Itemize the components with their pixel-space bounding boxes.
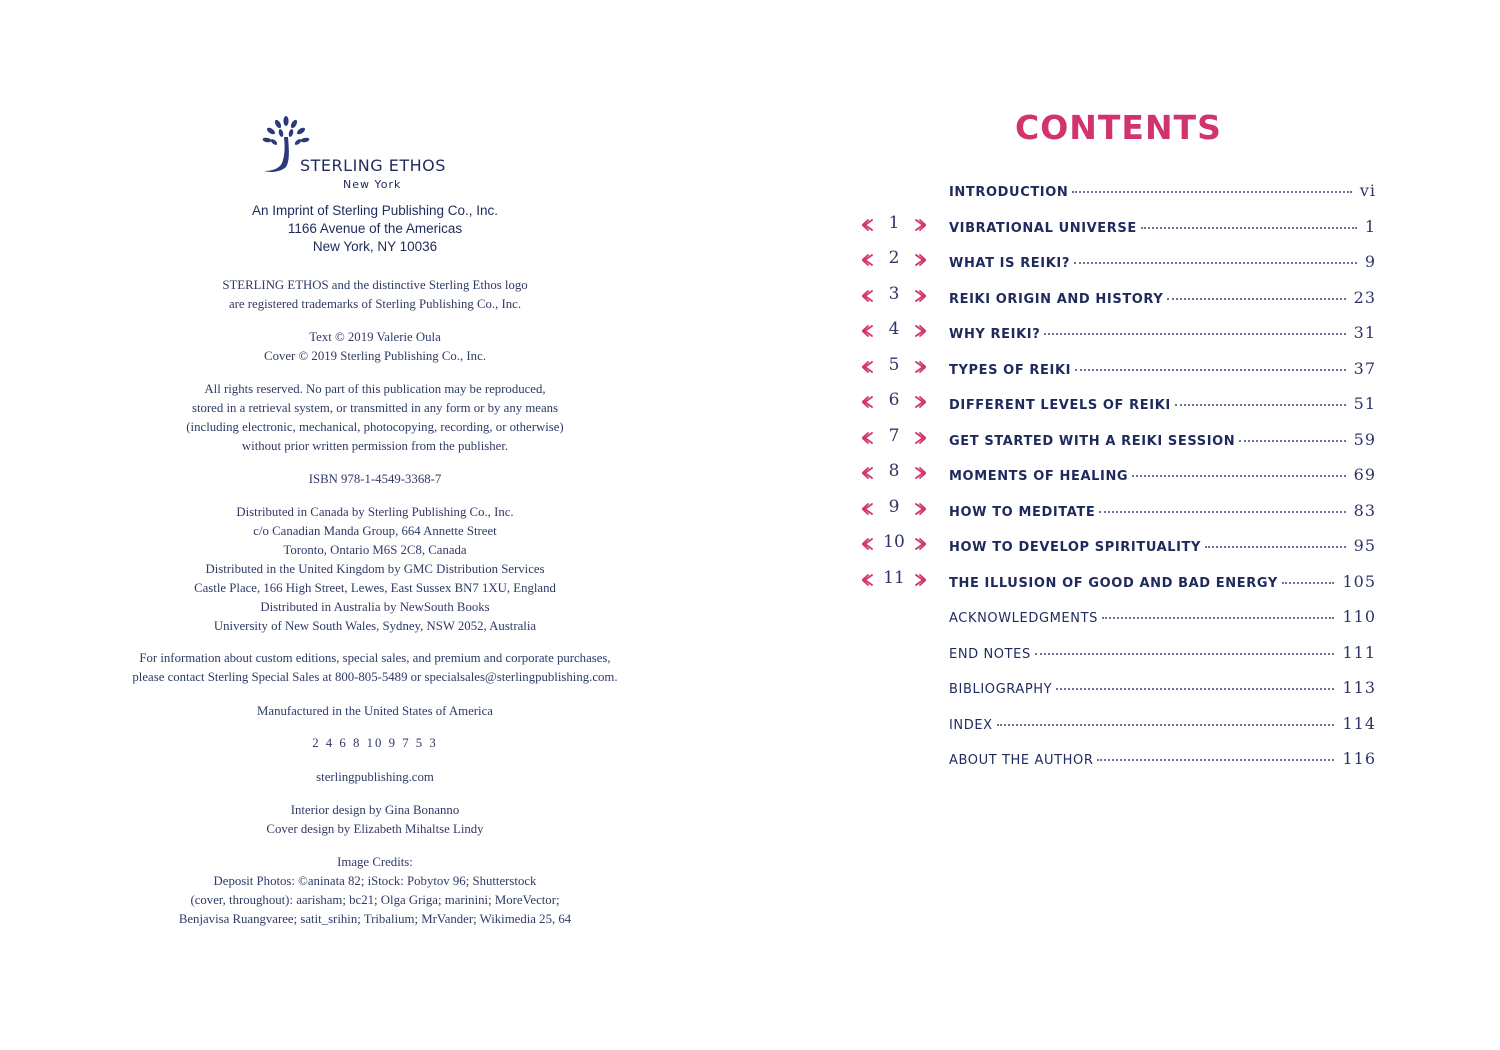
copyright-line: Text © 2019 Valerie Oula: [309, 330, 441, 344]
dot-leader: [1141, 227, 1357, 229]
arrow-right-icon: [914, 574, 926, 586]
toc-entry-title: REIKI ORIGIN AND HISTORY: [949, 291, 1164, 307]
toc-entry-title: MOMENTS OF HEALING: [949, 469, 1129, 484]
design-credits: [100, 801, 650, 839]
credits-line: (cover, throughout): aarisham; bc21; Olga Griga; marinini; MoreVector;: [190, 893, 560, 907]
toc-entry-page: 23: [1353, 287, 1376, 307]
rights-line: stored in a retrieval system, or transmitted in any form or by any means: [191, 401, 559, 415]
toc-entry-title: HOW TO MEDITATE: [949, 504, 1096, 520]
chapter-marker: [862, 250, 932, 274]
rights-line: (including electronic, mechanical, photocopying, recording, or otherwise): [186, 420, 564, 434]
chapter-marker: [862, 392, 932, 416]
toc-entry-title: WHAT IS REIKI?: [949, 256, 1070, 271]
toc-entry-line: [949, 643, 1376, 662]
toc-entry-title: INTRODUCTION: [949, 185, 1069, 200]
toc-entry-line: [949, 714, 1376, 733]
arrow-right-icon: [914, 254, 926, 266]
distribution-line: c/o Canadian Manda Group, 664 Annette Street: [253, 524, 497, 538]
chapter-number: 10: [883, 532, 905, 552]
imprint-line: An Imprint of Sterling Publishing Co., Inc.: [251, 203, 499, 218]
toc-entry-title: INDEX: [949, 717, 993, 733]
arrow-left-icon: [862, 503, 874, 515]
dot-leader: [1167, 298, 1345, 300]
toc-entry-line: [949, 323, 1376, 342]
rights-line: All rights reserved. No part of this publication may be reproduced,: [204, 382, 546, 396]
dot-leader: [1132, 475, 1345, 477]
manufactured-notice: [100, 702, 650, 721]
website-text: sterlingpublishing.com: [316, 770, 434, 784]
distribution-line: Distributed in Australia by NewSouth Books: [260, 600, 490, 614]
arrow-right-icon: [914, 538, 926, 550]
toc-entry-title: VIBRATIONAL UNIVERSE: [949, 220, 1137, 236]
toc-entry-line: [949, 678, 1376, 697]
arrow-right-icon: [914, 467, 926, 479]
chapter-marker: [862, 534, 932, 558]
dot-leader: [1205, 546, 1346, 548]
brand-city: New York: [343, 178, 402, 191]
distribution-line: Distributed in Canada by Sterling Publishing Co., Inc.: [236, 505, 514, 519]
toc-entry-page: 51: [1353, 394, 1376, 413]
manufactured-text: Manufactured in the United States of America: [257, 704, 493, 718]
toc-entry-page: 31: [1353, 323, 1376, 342]
trademark-line: STERLING ETHOS and the distinctive Sterling Ethos logo: [222, 278, 528, 292]
toc-entry-page: 114: [1342, 713, 1376, 733]
toc-entry-page: 83: [1353, 500, 1376, 520]
chapter-number: 7: [888, 425, 900, 446]
toc-entry: [862, 246, 1382, 282]
credits-line: Benjavisa Ruangvaree; satit_srihin; Tribalium; MrVander; Wikimedia 25, 64: [178, 912, 572, 926]
arrow-left-icon: [862, 325, 874, 337]
trademark-notice: [100, 276, 650, 314]
arrow-left-icon: [862, 574, 874, 586]
toc-entry: [862, 495, 1382, 531]
arrow-right-icon: [914, 290, 926, 302]
toc-entry-title: GET STARTED WITH A REIKI SESSION: [949, 433, 1236, 449]
arrow-left-icon: [862, 467, 874, 479]
distribution-line: Distributed in the United Kingdom by GMC Distribution Services: [205, 562, 545, 576]
chapter-marker: [862, 496, 932, 523]
dot-leader: [997, 724, 1335, 726]
toc-entry-page: 37: [1353, 358, 1376, 378]
toc-entry-line: [949, 217, 1376, 236]
toc-entry: [862, 637, 1382, 673]
toc-entry: [862, 317, 1382, 353]
toc-entry-line: [949, 465, 1376, 484]
toc-entry: [862, 388, 1382, 424]
dot-leader: [1075, 369, 1346, 371]
publisher-logo: [260, 115, 490, 195]
sales-line: For information about custom editions, special sales, and premium and corporate purchases,: [139, 651, 611, 665]
toc-entry-page: vi: [1359, 181, 1376, 200]
chapter-marker: [862, 321, 932, 345]
chapter-number: 4: [888, 319, 900, 339]
chapter-marker: [862, 212, 932, 239]
printing-line: [100, 734, 650, 753]
dot-leader: [1239, 440, 1345, 442]
dot-leader: [1044, 333, 1345, 335]
imprint-line: 1166 Avenue of the Americas: [287, 221, 463, 236]
chapter-marker: [862, 425, 932, 452]
toc-entry: [862, 353, 1382, 389]
arrow-left-icon: [862, 219, 874, 231]
toc-entry-line: [949, 536, 1376, 555]
arrow-left-icon: [862, 538, 874, 550]
toc-entry: [862, 282, 1382, 318]
printing-numbers: 2 4 6 8 10 9 7 5 3: [312, 736, 438, 750]
rights-line: without prior written permission from the publisher.: [241, 439, 509, 453]
toc-entry-page: 1: [1364, 216, 1376, 236]
distribution-info: [100, 503, 650, 636]
image-credits: [100, 853, 650, 929]
toc-entry-title: BIBLIOGRAPHY: [949, 682, 1053, 697]
isbn: [100, 470, 650, 489]
toc-entry-page: 116: [1342, 749, 1376, 768]
arrow-left-icon: [862, 254, 874, 266]
dot-leader: [1097, 759, 1334, 761]
toc-entry-line: [949, 572, 1376, 591]
chapter-number: 1: [888, 212, 900, 233]
dot-leader: [1072, 191, 1351, 193]
toc-entry-page: 110: [1342, 607, 1376, 626]
copyright-notice: [100, 328, 650, 366]
toc-entry-title: ACKNOWLEDGMENTS: [949, 611, 1098, 626]
brand-name: STERLING ETHOS: [300, 156, 446, 175]
toc-entry-line: [949, 394, 1376, 413]
distribution-line: Castle Place, 166 High Street, Lewes, East Sussex BN7 1XU, England: [194, 581, 556, 595]
toc-entry-line: [949, 359, 1376, 378]
chapter-number: 2: [888, 248, 900, 268]
design-line: Interior design by Gina Bonanno: [290, 803, 460, 817]
toc-entry-line: [949, 288, 1376, 307]
toc-entry: [862, 211, 1382, 247]
isbn-text: ISBN 978-1-4549-3368-7: [308, 472, 442, 486]
toc-entry: [862, 459, 1382, 495]
trademark-line: are registered trademarks of Sterling Publishing Co., Inc.: [228, 297, 522, 311]
toc-entry-title: ABOUT THE AUTHOR: [949, 753, 1094, 768]
chapter-number: 11: [883, 567, 905, 588]
chapter-marker: [862, 567, 932, 594]
arrow-left-icon: [862, 432, 874, 444]
toc-entry-line: [949, 252, 1376, 271]
chapter-number: 3: [888, 283, 900, 304]
toc-entry-page: 9: [1364, 252, 1376, 271]
arrow-left-icon: [862, 361, 874, 373]
distribution-line: Toronto, Ontario M6S 2C8, Canada: [283, 543, 467, 557]
chapter-number: 8: [888, 461, 900, 481]
chapter-number: 9: [888, 496, 900, 517]
arrow-right-icon: [914, 219, 926, 231]
toc-entry-title: END NOTES: [949, 646, 1031, 662]
toc-entry-page: 59: [1353, 429, 1376, 449]
chapter-marker: [862, 354, 932, 381]
toc-entry-line: [949, 749, 1376, 768]
contents-title: CONTENTS: [1015, 108, 1222, 147]
dot-leader: [1035, 653, 1335, 655]
toc-entry-line: [949, 181, 1376, 200]
toc-entry-title: HOW TO DEVELOP SPIRITUALITY: [949, 540, 1202, 555]
toc-entry-page: 111: [1342, 642, 1376, 662]
arrow-right-icon: [914, 396, 926, 408]
website: [100, 768, 650, 787]
toc-entry-title: DIFFERENT LEVELS OF REIKI: [949, 398, 1171, 413]
distribution-line: University of New South Wales, Sydney, NSW 2052, Australia: [213, 619, 537, 633]
chapter-number: 6: [888, 390, 900, 410]
toc-entry-title: WHY REIKI?: [949, 327, 1041, 342]
toc-entry: [862, 424, 1382, 460]
toc-entry: [862, 672, 1382, 708]
copyright-line: Cover © 2019 Sterling Publishing Co., Inc.: [264, 349, 486, 363]
arrow-left-icon: [862, 396, 874, 408]
arrow-right-icon: [914, 503, 926, 515]
rights-notice: [100, 380, 650, 456]
dot-leader: [1282, 582, 1335, 584]
toc-entry-line: [949, 430, 1376, 449]
design-line: Cover design by Elizabeth Mihaltse Lindy: [266, 822, 484, 836]
toc-entry-title: THE ILLUSION OF GOOD AND BAD ENERGY: [949, 575, 1278, 591]
imprint-address: [100, 202, 650, 256]
credits-line: Image Credits:: [337, 855, 413, 869]
arrow-right-icon: [914, 432, 926, 444]
chapter-number: 5: [888, 354, 900, 375]
imprint-line: New York, NY 10036: [312, 239, 438, 254]
table-of-contents: [862, 175, 1382, 779]
arrow-right-icon: [914, 325, 926, 337]
toc-entry-page: 105: [1342, 571, 1376, 591]
toc-entry: [862, 566, 1382, 602]
toc-entry: [862, 530, 1382, 566]
toc-entry-page: 113: [1342, 678, 1376, 697]
toc-entry-page: 69: [1353, 465, 1376, 484]
toc-entry-line: [949, 607, 1376, 626]
toc-entry-page: 95: [1353, 536, 1376, 555]
toc-entry: [862, 175, 1382, 211]
arrow-left-icon: [862, 290, 874, 302]
arrow-right-icon: [914, 361, 926, 373]
chapter-marker: [862, 463, 932, 487]
dot-leader: [1056, 688, 1334, 690]
special-sales-info: [100, 649, 650, 687]
toc-entry: [862, 708, 1382, 744]
toc-entry-title: TYPES OF REIKI: [949, 362, 1072, 378]
toc-entry: [862, 601, 1382, 637]
dot-leader: [1102, 617, 1334, 619]
dot-leader: [1074, 262, 1357, 264]
dot-leader: [1175, 404, 1346, 406]
chapter-marker: [862, 283, 932, 310]
sales-line: please contact Sterling Special Sales at 800-805-5489 or specialsales@sterlingpublishing.com.: [132, 670, 618, 684]
dot-leader: [1099, 511, 1345, 513]
toc-entry: [862, 743, 1382, 779]
credits-line: Deposit Photos: ©aninata 82; iStock: Pobytov 96; Shutterstock: [213, 874, 537, 888]
toc-entry-line: [949, 501, 1376, 520]
copyright-page: [100, 0, 650, 1050]
